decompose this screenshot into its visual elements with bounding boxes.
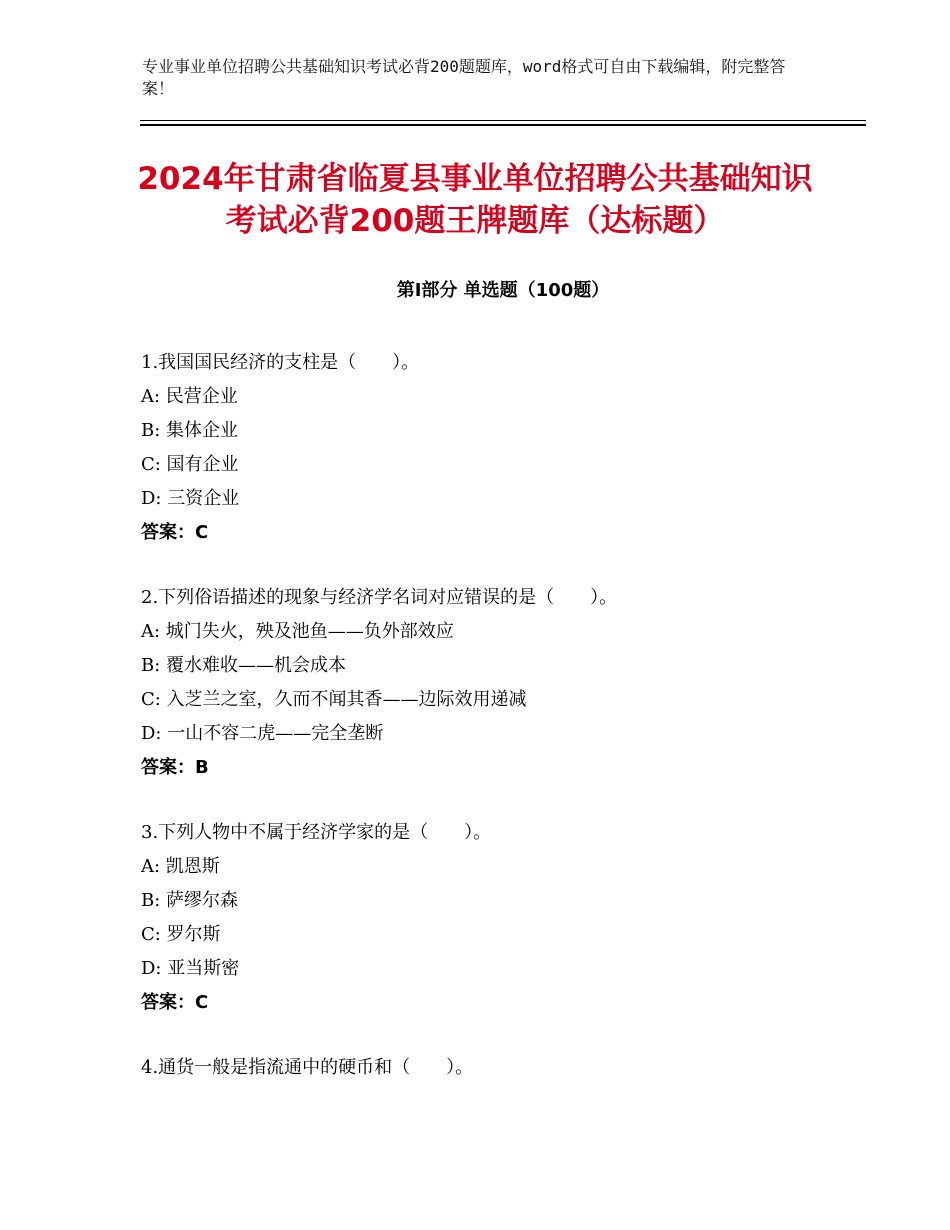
answer: 答案：C [141, 522, 209, 543]
answer: 答案：B [141, 757, 209, 778]
option-b: B: 集体企业 [141, 420, 239, 441]
header-note: 专业事业单位招聘公共基础知识考试必背200题题库，word格式可自由下载编辑，附完整答案！ [142, 57, 786, 98]
question-1 [141, 346, 861, 550]
question-list [141, 346, 861, 1116]
option-c: C: 国有企业 [141, 454, 239, 475]
answer: 答案：C [141, 992, 209, 1013]
question-stem: 1.我国国民经济的支柱是（ ）。 [141, 352, 420, 373]
header-divider-thin [140, 120, 866, 121]
question-2 [141, 581, 861, 785]
option-b: B: 覆水难收——机会成本 [141, 655, 347, 676]
question-stem: 4.通货一般是指流通中的硬币和（ ）。 [141, 1057, 474, 1078]
question-4 [141, 1051, 861, 1085]
section-title: 第Ⅰ部分 单选题（100题） [396, 280, 610, 301]
document-title: 2024年甘肃省临夏县事业单位招聘公共基础知识考试必背200题王牌题库（达标题） [137, 161, 813, 239]
option-d: D: 一山不容二虎——完全垄断 [141, 723, 384, 744]
option-c: C: 罗尔斯 [141, 924, 221, 945]
header-divider-thick [140, 124, 866, 126]
question-3 [141, 816, 861, 1020]
option-a: A: 城门失火，殃及池鱼——负外部效应 [141, 621, 454, 642]
option-c: C: 入芝兰之室，久而不闻其香——边际效用递减 [141, 689, 527, 710]
question-stem: 2.下列俗语描述的现象与经济学名词对应错误的是（ ）。 [141, 587, 618, 608]
option-d: D: 亚当斯密 [141, 958, 240, 979]
option-d: D: 三资企业 [141, 488, 240, 509]
option-a: A: 凯恩斯 [141, 856, 220, 877]
option-b: B: 萨缪尔森 [141, 890, 239, 911]
option-a: A: 民营企业 [141, 386, 238, 407]
question-stem: 3.下列人物中不属于经济学家的是（ ）。 [141, 822, 492, 843]
